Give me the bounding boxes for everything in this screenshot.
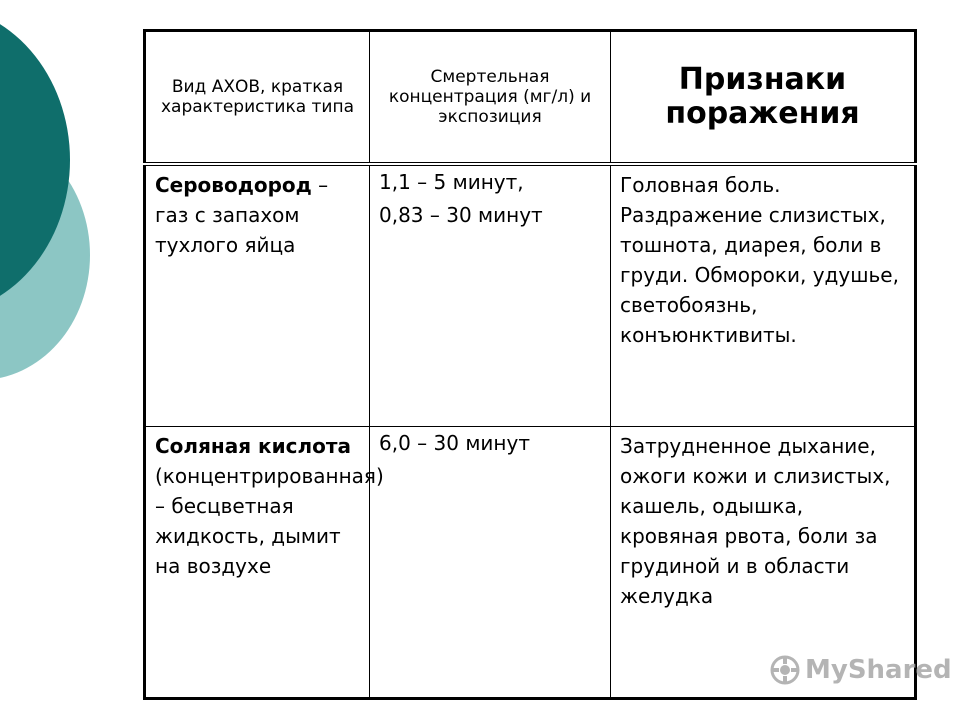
header-lethal-concentration xyxy=(370,31,611,165)
symptoms-cell xyxy=(611,164,916,427)
header-agent-type xyxy=(145,31,370,165)
table-row xyxy=(145,164,916,427)
agent-description: – газ с запахом тухлого яйца xyxy=(155,173,329,257)
header-lethal-concentration-label: Смертельная концентрация (мг/л) и экспозиция xyxy=(388,67,592,127)
watermark-text: MyShared xyxy=(805,655,952,685)
agent-text xyxy=(146,427,384,581)
header-symptoms xyxy=(611,31,916,165)
hazard-table xyxy=(143,29,917,700)
header-symptoms-label: Признаки поражения xyxy=(665,62,860,131)
myshared-logo-icon xyxy=(770,655,800,685)
agent-cell xyxy=(145,164,370,427)
header-agent-type-label: Вид АХОВ, краткая характеристика типа xyxy=(160,77,355,117)
concentration-cell xyxy=(370,164,611,427)
agent-name: Соляная кислота xyxy=(155,434,351,458)
concentration-line: 0,83 – 30 минут xyxy=(379,203,543,227)
symptoms-text: Головная боль. Раздражение слизистых, тошнота, диарея, боли в груди. Обмороки, удушье, светобоязнь, конъюнктивиты. xyxy=(620,173,899,347)
agent-name: Сероводород xyxy=(155,173,312,197)
watermark xyxy=(770,655,952,685)
concentration-line: 1,1 – 5 минут, xyxy=(379,170,524,194)
symptoms-text: Затрудненное дыхание, ожоги кожи и слизистых, кашель, одышка, кровяная рвота, боли за грудиной и в области желудка xyxy=(620,434,891,608)
concentration-cell xyxy=(370,427,611,699)
agent-cell xyxy=(145,427,384,699)
agent-text xyxy=(146,166,369,260)
concentration-line: 6,0 – 30 минут xyxy=(379,431,530,455)
table-header-row xyxy=(145,31,916,165)
agent-description: (концентрированная) – бесцветная жидкость, дымит на воздухе xyxy=(155,464,384,578)
